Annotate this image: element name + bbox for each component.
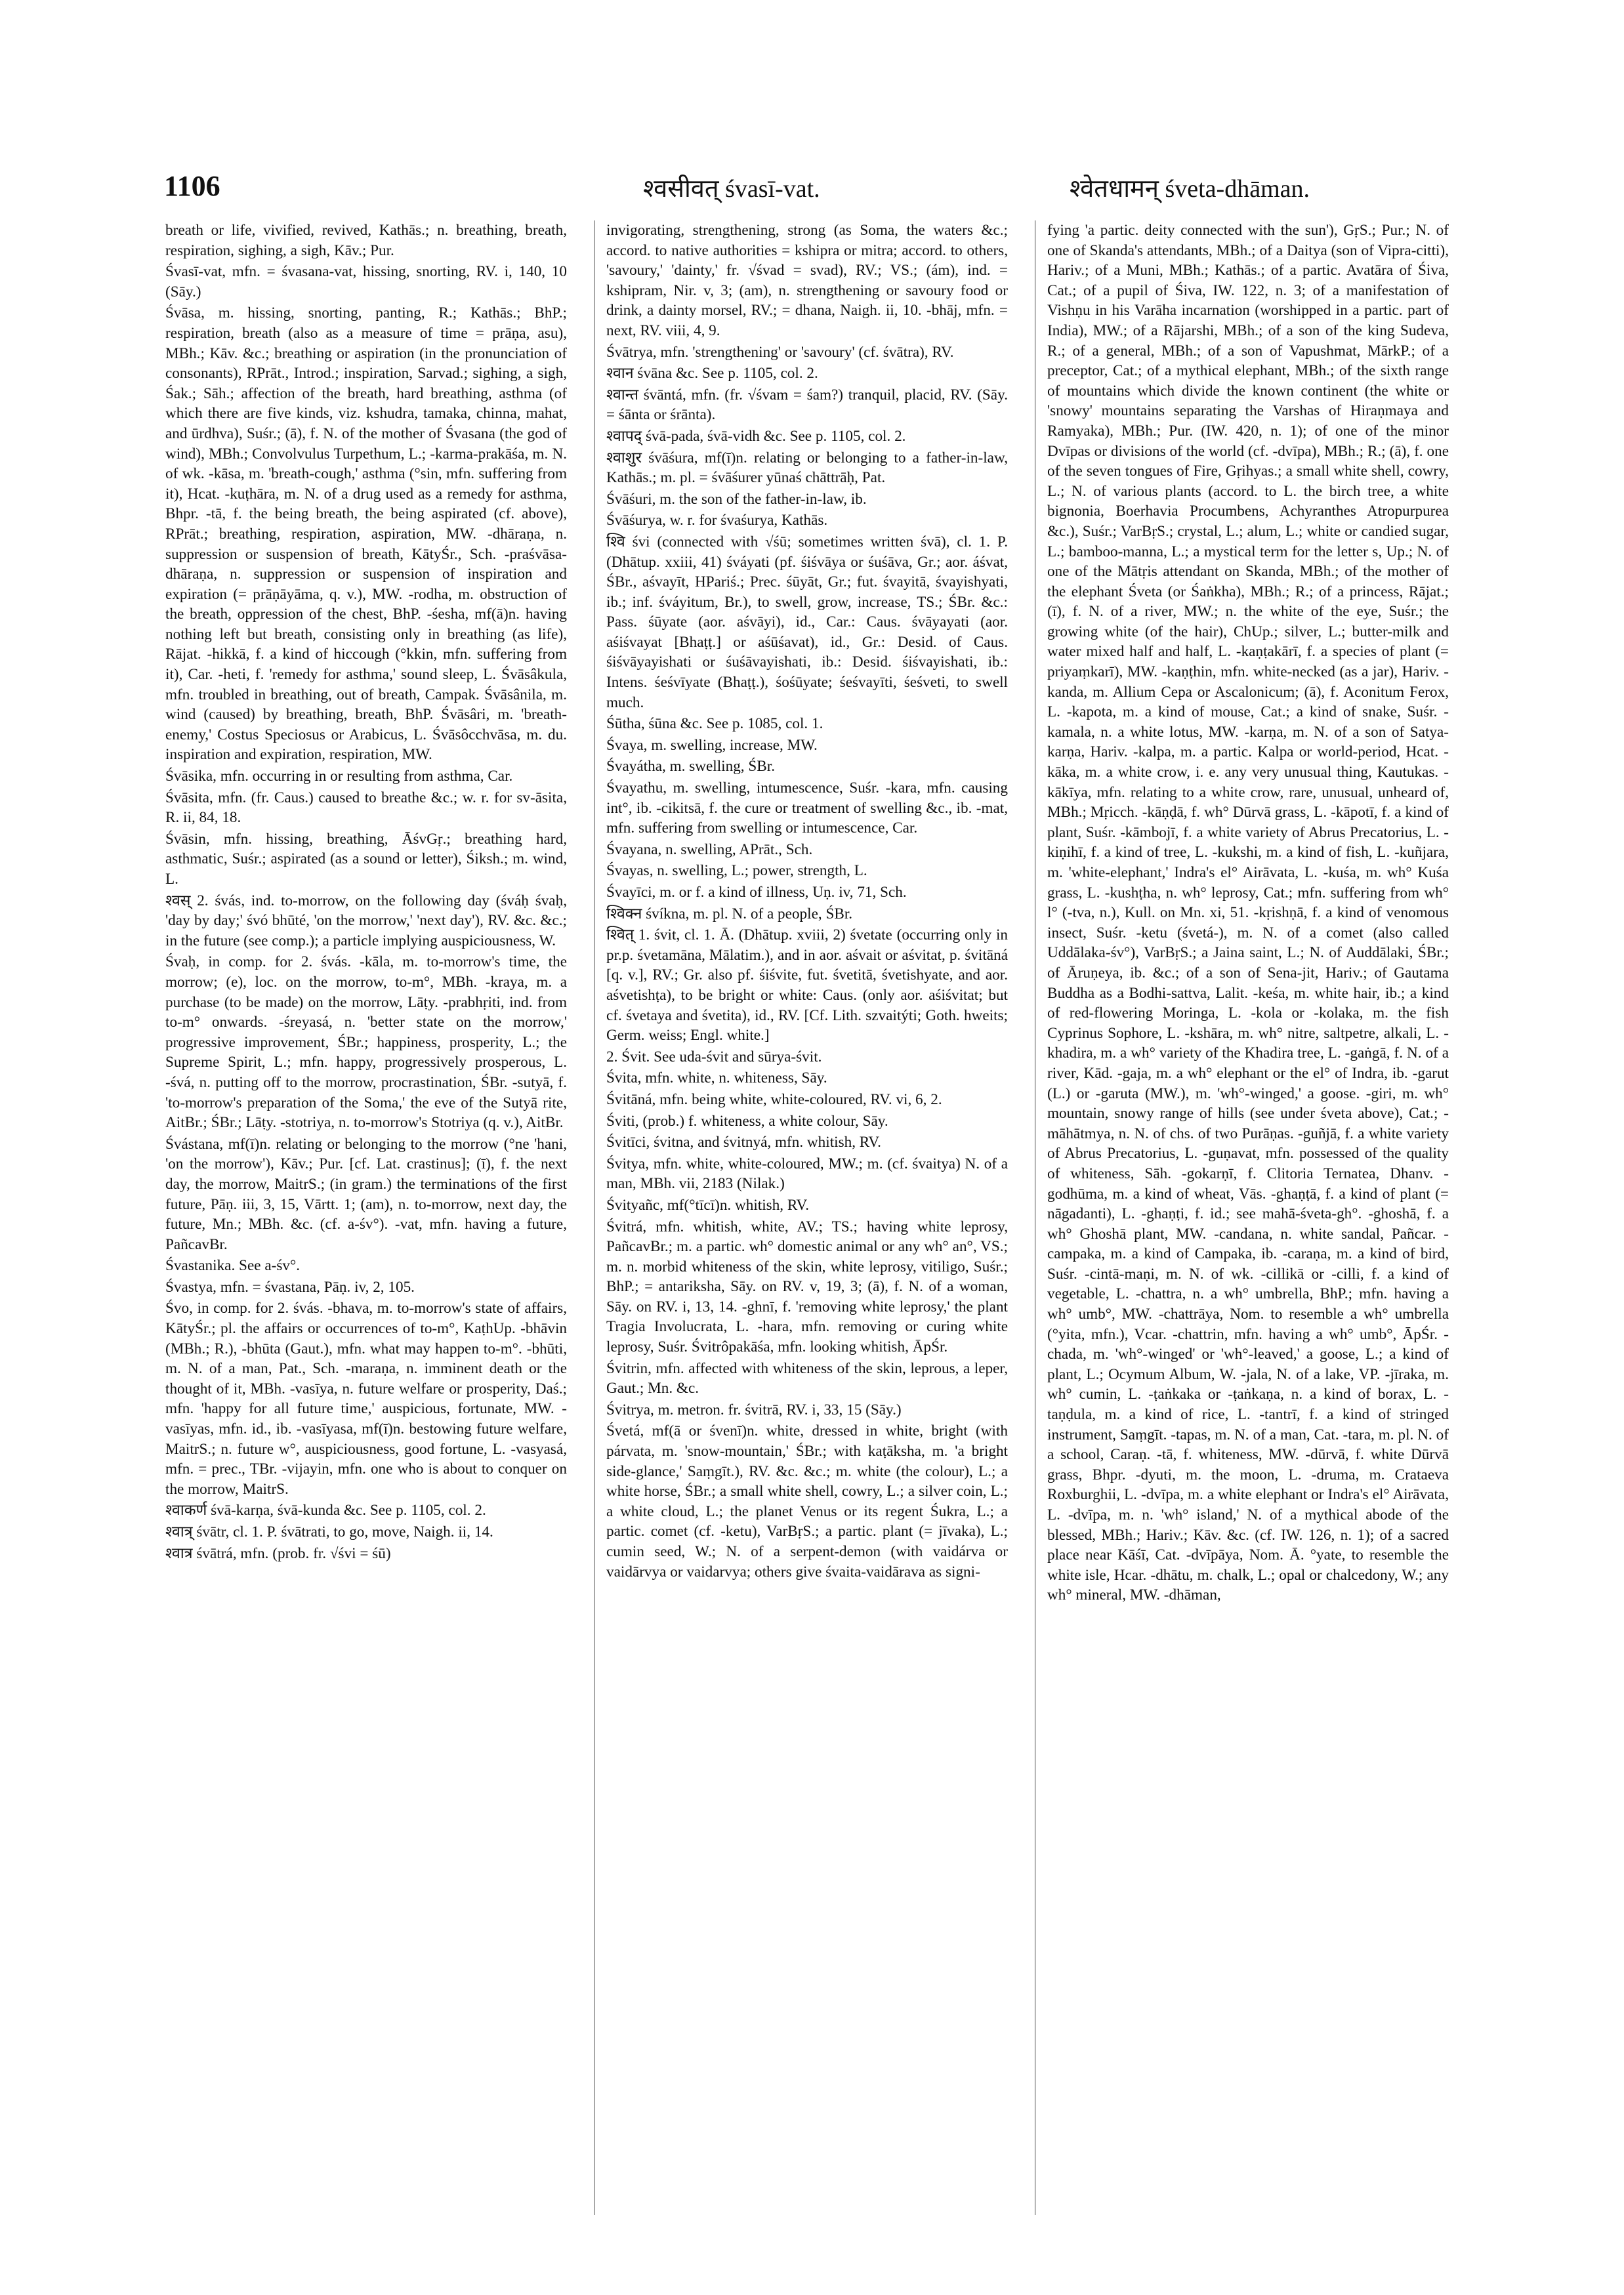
dictionary-entry: Śvaya, m. swelling, increase, MW. (606, 736, 818, 754)
dictionary-entry: Śvayīci, m. or f. a kind of illness, Uṇ. iv, 71, Sch. (606, 884, 907, 901)
dictionary-entry: श्वाशुर śvāśura, mf(ī)n. relating or belonging to a father-in-law, Kathās.; m. pl. = śvāśurer yūnaś chāttrāḥ, Pat. (606, 449, 1008, 487)
dictionary-entry: Śvayathu, m. swelling, intumescence, Suśr. -kara, mfn. causing int°, ib. -cikitsā, f. the cure or treatment of swelling &c., ib. -mat, mfn. suffering from swelling or intumescence, Car. (606, 779, 1008, 837)
right-running-headword: श्वेतधामन् śveta-dhāman. (1070, 175, 1310, 203)
dictionary-entry: breath or life, vivified, revived, Kathās.; n. breathing, breath, respiration, sighing, a sigh, Kāv.; Pur. (165, 222, 567, 259)
page-number: 1106 (164, 170, 220, 202)
dictionary-entry: invigorating, strengthening, strong (as Soma, the waters &c.; accord. to native authorities = kshipra or mitra; accord. to others, 'savoury,' 'dainty,' fr. √śvad = svad), RV.; VS.; (ám), ind. = kshipram, Nir. v, 3; (am), n. strengthening or savoury food or drink, a dainty morsel, RV.; = dhana, Naigh. ii, 10. -bhāj, mfn. = next, RV. viii, 4, 9. (606, 222, 1008, 339)
dictionary-entry: श्विक्न śvíkna, m. pl. N. of a people, ŚBr. (606, 905, 853, 922)
dictionary-entry: श्वात्र śvātrá, mfn. (prob. fr. √śvi = śū) (165, 1544, 391, 1562)
column-1 (165, 220, 567, 2222)
dictionary-entry: Śvitrya, m. metron. fr. śvitrā, RV. i, 33, 15 (Sāy.) (606, 1401, 902, 1418)
dictionary-entry: Śvityañc, mf(°tīcī)n. whitish, RV. (606, 1196, 810, 1214)
column-2 (606, 220, 1008, 2222)
dictionary-entry: Śvāsita, mfn. (fr. Caus.) caused to breathe &c.; w. r. for sv-āsita, R. ii, 84, 18. (165, 789, 567, 827)
dictionary-entry: श्वान śvāna &c. See p. 1105, col. 2. (606, 365, 818, 382)
dictionary-entry: 2. Śvit. See uda-śvit and sūrya-śvit. (606, 1048, 822, 1065)
dictionary-entry: श्वान्त śvāntá, mfn. (fr. √śvam = śam?) tranquil, placid, RV. (Sāy. = śānta or śrānta). (606, 386, 1008, 424)
dictionary-entry: Śvitya, mfn. white, white-coloured, MW.; m. (cf. śvaitya) N. of a man, MBh. vii, 2183 (Nilak.) (606, 1155, 1008, 1193)
dictionary-entry: Śvayana, n. swelling, APrāt., Sch. (606, 840, 813, 858)
dictionary-entry: Śvaḥ, in comp. for 2. śvás. -kāla, m. to-morrow's time, the morrow; (e), loc. on the morrow, to-m°, MBh. -kraya, m. a purchase (to be made) on the morrow, Lāṭy. -prabhṛiti, ind. from to-m° onwards. -śreyasá, n. 'better state on the morrow,' progressive improvement, ŚBr.; happiness, prosperity, L.; the Supreme Spirit, L.; mfn. happy, progressively prosperous, L. -śvá, n. putting off to the morrow, procrastination, ŚBr. -sutyā, f. 'to-morrow's preparation of the Soma,' the eve of the Sutyā rite, AitBr.; ŚBr.; Lāṭy. -stotriya, n. to-morrow's Stotriya (q. v.), AitBr. (165, 953, 567, 1132)
dictionary-entry: Śvitrá, mfn. whitish, white, AV.; TS.; having white leprosy, PañcavBr.; m. a partic. wh° domestic animal or any wh° an°, VS.; m. n. morbid whiteness of the skin, white leprosy, vitiligo, Suśr.; BhP.; = antariksha, Sāy. on RV. v, 19, 3; (ā), f. N. of a woman, Sāy. on RV. i, 13, 14. -ghnī, f. 'removing white leprosy,' the plant Tragia Involucrata, L. -hara, mfn. removing or curing white leprosy, Suśr. Śvitrôpakāśa, mfn. looking whitish, ĀpŚr. (606, 1218, 1008, 1356)
left-running-headword: श्वसीवत् śvasī-vat. (643, 175, 820, 203)
dictionary-entry: Śvastanika. See a-śv°. (165, 1257, 301, 1275)
dictionary-entry: श्वि śvi (connected with √śū; sometimes written śvā), cl. 1. P. (Dhātup. xxiii, 41) śváyati (pf. śiśvāya or śuśāva, Gr.; aor. áśvat, ŚBr., aśvayīt, HPariś.; Prec. śūyāt, Gr.; fut. śvayitā, śvayishyati, ib.; inf. śváyitum, Br.), to swell, grow, increase, TS.; ŚBr. &c.: Pass. śūyate (aor. aśvāyi), id., Car.: Caus. śvāyayati (aor. aśiśvayat [Bhaṭṭ.] or aśūśavat), id., Gr.: Desid. of Caus. śiśvāyayishati or śuśāvayishati, ib.: Desid. śiśvayishati, ib.: Intens. śeśvīyate (Bhaṭṭ.), śośūyate; śeśvayīti, śeśveti, to swell much. (606, 533, 1008, 711)
dictionary-entry: Śūtha, śūna &c. See p. 1085, col. 1. (606, 715, 823, 733)
dictionary-entry: Śvāsika, mfn. occurring in or resulting from asthma, Car. (165, 768, 513, 785)
dictionary-entry: Śvasī-vat, mfn. = śvasana-vat, hissing, snorting, RV. i, 140, 10 (Sāy.) (165, 263, 567, 300)
dictionary-entry: fying 'a partic. deity connected with the sun'), GṛS.; Pur.; N. of one of Skanda's attendants, MBh.; of a Daitya (son of Vipra-citti), Hariv.; of a Muni, MBh.; Kathās.; of a partic. Avatāra of Śiva, Cat.; of a pupil of Śiva, IW. 122, n. 3; of a manifestation of Vishṇu in his Varāha incarnation (worshipped in a partic. part of India), MW.; of a Rājarshi, MBh.; of a son of the king Sudeva, R.; of a general, MBh.; of a son of Vapushmat, MārkP.; of a preceptor, Cat.; of a mythical elephant, MBh.; of the sixth range of mountains which divide the known continent (the white or 'snowy' mountains separating the Varshas of Hiraṇmaya and Ramyaka), MBh.; Pur. (IW. 420, n. 1); of one of the minor Dvīpas or divisions of the world (cf. -dvīpa), MBh.; R.; (ā), f. one of the seven tongues of Fire, Gṛihyas.; a small white shell, cowry, L.; N. of various plants (accord. to L. the birch tree, a white bignonia, Boerhavia Procumbens, Achyranthes Atropurpurea &c.), Suśr.; VarBṛS.; crystal, L.; alum, L.; white or candied sugar, L.; bamboo-manna, L.; a mystical term for the letter s, Up.; N. of one of the Mātṛis attendant on Skanda, MBh.; of the mother of the elephant Śveta (or Śaṅkha), MBh.; R.; of a princess, Rājat.; (ī), f. N. of a river, MW.; n. the white of the eye, Suśr.; the growing white (of the hair), ChUp.; silver, L.; butter-milk and water mixed half and half, L. -kaṇṭakārī, f. a species of plant (= priyaṃkarī), MW. -kaṇṭhin, mfn. white-necked (as a jar), Hariv. -kanda, m. Allium Cepa or Ascalonicum; (ā), f. Aconitum Ferox, L. -kapota, m. a kind of mouse, Cat.; a kind of snake, Suśr. -kamala, n. a white lotus, MW. -karṇa, m. N. of a son of Satya-karṇa, Hariv. -kalpa, m. a partic. Kalpa or world-period, Hcat. -kāka, m. a white crow, i. e. any very unusual thing, Kautukas. -kākīya, mfn. relating to a white crow, rare, unusual, unheard of, MBh.; Mṛicch. -kāṇḍā, f. wh° Dūrvā grass, L. -kāpotī, f. a kind of plant, Suśr. -kāmbojī, f. a white variety of Abrus Precatorius, L. -kiṇihī, f. a kind of tree, L. -kukshi, m. a kind of fish, L. -kuñjara, m. 'white-elephant,' Indra's el° Airāvata, L. -kuśa, m. wh° Kuśa grass, L. -kushṭha, n. wh° leprosy, Cat.; mfn. suffering from wh° l° (-tva, n.), Kull. on Mn. xi, 51. -kṛishṇā, f. a kind of venomous insect, Suśr. -ketu (śvetá-), m. N. of a comet (also called Uddālaka-śv°), VarBṛS.; a Jaina saint, L.; N. of Auddālaki, ŚBr.; of Āruṇeya, ib. &c.; of a son of Sena-jit, Hariv.; of Gautama Buddha as a Bodhi-sattva, Lalit. -keśa, m. white hair, ib.; a kind of red-flowering Moringa, L. -kola or -kolaka, m. the fish Cyprinus Sophore, L. -kshāra, m. wh° nitre, saltpetre, alkali, L. -khadira, m. a wh° variety of the Khadira tree, L. -gaṅgā, f. N. of a river, Kād. -gaja, m. a wh° elephant or the el° of Indra, ib. -garut (L.) or -garuta (MW.), m. 'wh°-winged,' a goose. -giri, m. wh° mountain, snowy range of hills (see under śveta above), Cat.; -māhātmya, n. N. of chs. of two Purāṇas. -guñjā, f. a white variety of Abrus Precatorius, L. -guṇavat, mfn. possessed of the quality of whiteness, Sāh. -gokarṇī, f. Clitoria Ternatea, Dhanv. -godhūma, m. a kind of wheat, Vās. -ghaṇṭā, f. a kind of plant (= nāgadanti), L. -ghaṇṭi, f. id.; see mahā-śveta-gh°. -ghoshā, f. a wh° Ghoshā plant, MW. -candana, n. white sandal, Pañcar. -campaka, m. a kind of Campaka, ib. -caraṇa, m. a kind of bird, Suśr. -cintā-maṇi, m. N. of wk. -cillikā or -cilli, f. a kind of vegetable, L. -chattra, n. a wh° umbrella, BhP.; mfn. having a wh° umb°, MW. -chattrāya, Nom. to resemble a wh° umbrella (°yita, mfn.), Vcar. -chattrin, mfn. having a wh° umb°, ĀpŚr. -chada, m. 'wh°-winged' or 'wh°-leaved,' a goose, L.; a kind of plant, L.; Ocymum Album, W. -jala, N. of a lake, VP. -jīraka, m. wh° cumin, L. -ṭaṅkaka or -ṭaṅkaṇa, n. a kind of borax, L. -taṇḍula, m. a kind of rice, L. -tantrī, f. a kind of stringed instrument, Saṃgīt. -tapas, m. N. of a man, Cat. -tara, m. pl. N. of a school, Caraṇ. -tā, f. whiteness, MW. -dūrvā, f. white Dūrvā grass, Bhpr. -dyuti, m. the moon, L. -druma, m. Crataeva Roxburghii, L. -dvīpa, m. a white elephant or Indra's el° Airāvata, L. -dvīpa, m. n. 'wh° island,' N. of a mythical abode of the blessed, MBh.; Hariv.; Kāv. &c. (cf. IW. 126, n. 1); of a sacred place near Kāśī, Cat. -dvīpāya, Nom. Ā. °yate, to resemble the white isle, Hcar. -dhātu, m. chalk, L.; opal or chalcedony, W.; any wh° mineral, MW. -dhāman, (1047, 222, 1449, 1604)
dictionary-entry: Śvāśuri, m. the son of the father-in-law, ib. (606, 490, 867, 508)
dictionary-entry: श्वस् 2. śvás, ind. to-morrow, on the following day (śváḥ śvaḥ, 'day by day;' śvó bhūté, 'on the morrow,' 'next day'), RV. &c. &c.; in the future (see comp.); a particle implying auspiciousness, W. (165, 892, 567, 949)
dictionary-entry: श्वित् 1. śvit, cl. 1. Ā. (Dhātup. xviii, 2) śvetate (occurring only in pr.p. śvetamāna, Mālatim.), and in aor. aśvait or aśvitat, p. śvitāná [q. v.], RV.; Gr. also pf. śiśvite, fut. śvetitā, śvetishyate, and aor. aśvetishṭa), to be bright or white: Caus. (only aor. aśiśvitat; but cf. śvetaya and śvetita), id., RV. [Cf. Lith. szvaitýti; Goth. hweits; Germ. weiss; Engl. white.] (606, 926, 1008, 1044)
dictionary-entry: Śvāśurya, w. r. for śvaśurya, Kathās. (606, 512, 828, 529)
dictionary-entry: श्वात्र् śvātr, cl. 1. P. śvātrati, to go, move, Naigh. ii, 14. (165, 1523, 493, 1540)
column-3 (1047, 220, 1449, 2222)
dictionary-entry: Śvayas, n. swelling, L.; power, strength, L. (606, 862, 867, 880)
dictionary-entry: Śviti, (prob.) f. whiteness, a white colour, Sāy. (606, 1112, 888, 1130)
dictionary-entry: Śvástana, mf(ī)n. relating or belonging to the morrow (°ne 'hani, 'on the morrow'), Kāv.; Pur. [cf. Lat. crastinus]; (ī), f. the next day, the morrow, MaitrS.; (in gram.) the terminations of the first future, Pāṇ. iii, 3, 15, Vārtt. 1; (am), n. to-morrow, next day, the future, Mn.; MBh. &c. (cf. a-śv°). -vat, mfn. having a future, PañcavBr. (165, 1135, 567, 1253)
dictionary-entry: Śvātrya, mfn. 'strengthening' or 'savoury' (cf. śvātra), RV. (606, 343, 954, 361)
dictionary-entry: Śvetá, mf(ā or śvenī)n. white, dressed in white, bright (with párvata, m. 'snow-mountain,' ŚBr.; with kaṭāksha, m. 'a bright side-glance,' Saṃgīt.), RV. &c. &c.; m. white (the colour), L.; a white horse, ŚBr.; a small white shell, cowry, L.; a silver coin, L.; a white cloud, L.; the planet Venus or its regent Śukra, L.; a partic. comet (cf. -ketu), VarBṛS.; a partic. plant (= jīvaka), L.; cumin seed, W.; N. of a serpent-demon (with vaidárva or vaidārvya or vaidarvya; others give śvaita-vaidārava as signi- (606, 1422, 1008, 1581)
dictionary-entry: Śvo, in comp. for 2. śvás. -bhava, m. to-morrow's state of affairs, KātyŚr.; pl. the affairs or occurrences of to-m°, KaṭhUp. -bhāvin (MBh.; R.), -bhūta (Gaut.), mfn. what may happen to-m°. -bhūti, m. N. of a man, Pat., Sch. -maraṇa, n. imminent death or the thought of it, MBh. -vasīya, n. future welfare or prosperity, Daś.; mfn. 'happy for all future time,' auspicious, fortunate, MW. -vasīyas, mfn. id., ib. -vasīyasa, mf(ī)n. bestowing future welfare, MaitrS.; n. future w°, auspiciousness, good fortune, L. -vasyasá, mfn. = prec., TBr. -vijayin, mfn. one who is about to conquer on the morrow, MaitrS. (165, 1300, 567, 1498)
dictionary-entry: Śvayátha, m. swelling, ŚBr. (606, 758, 775, 775)
page-header (164, 169, 1450, 211)
dictionary-entry: श्वाकर्ण śvā-karṇa, śvā-kunda &c. See p. 1105, col. 2. (165, 1502, 486, 1520)
dictionary-entry: Śvāsin, mfn. hissing, breathing, ĀśvGṛ.; breathing hard, asthmatic, Suśr.; aspirated (as a sound or letter), Śiksh.; m. wind, L. (165, 830, 567, 888)
dictionary-entry: Śvitāná, mfn. being white, white-coloured, RV. vi, 6, 2. (606, 1090, 942, 1108)
dictionary-entry: Śvitīci, śvitna, and śvitnyá, mfn. whitish, RV. (606, 1134, 881, 1151)
dictionary-entry: Śvitrin, mfn. affected with whiteness of the skin, leprous, a leper, Gaut.; Mn. &c. (606, 1359, 1008, 1397)
dictionary-entry: श्वापद् śvā-pada, śvā-vidh &c. See p. 1105, col. 2. (606, 427, 906, 445)
dictionary-entry: Śvastya, mfn. = śvastana, Pāṇ. iv, 2, 105. (165, 1278, 415, 1296)
dictionary-entry: Śvita, mfn. white, n. whiteness, Sāy. (606, 1069, 827, 1087)
dictionary-entry: Śvāsa, m. hissing, snorting, panting, R.; Kathās.; BhP.; respiration, breath (also as a measure of time = prāṇa, asu), MBh.; Kāv. &c.; breathing or aspiration (in the pronunciation of consonants), RPrāt., Introd.; inspiration, Sarvad.; sighing, a sigh, Śak.; Sāh.; affection of the breath, hard breathing, asthma (of which there are five kinds, viz. kshudra, tamaka, chinna, mahat, and ūrdhva), Suśr.; (ā), f. N. of the mother of Śvasana (the god of wind), MBh.; Convolvulus Turpethum, L.; -karma-prakāśa, m. N. of wk. -kāsa, m. 'breath-cough,' asthma (°sin, mfn. suffering from it), Hcat. -kuṭhāra, m. N. of a drug used as a remedy for asthma, Bhpr. -tā, f. the being breath, the being aspirated (cf. above), RPrāt.; breathing, respiration, aspiration, MW. -dhāraṇa, n. suppression or suspension of breath, KātyŚr., Sch. -praśvāsa-dhāraṇa, n. suppression or suspension of inspiration and expiration (= prāṇāyāma, q. v.), MW. -rodha, m. obstruction of the breath, oppression of the chest, BhP. -śesha, mf(ā)n. having nothing left but breath, consisting only in breathing (as life), Rājat. -hikkā, f. a kind of hiccough (°kkin, mfn. suffering from it), Car. -heti, f. 'remedy for asthma,' sound sleep, L. Śvāsâkula, mfn. troubled in breathing, out of breath, Campak. Śvāsânila, m. wind (caused) by breathing, breath, BhP. Śvāsâri, m. 'breath-enemy,' Costus Speciosus or Arabicus, L. Śvāsôcchvāsa, m. du. inspiration and expiration, respiration, MW. (165, 304, 567, 764)
